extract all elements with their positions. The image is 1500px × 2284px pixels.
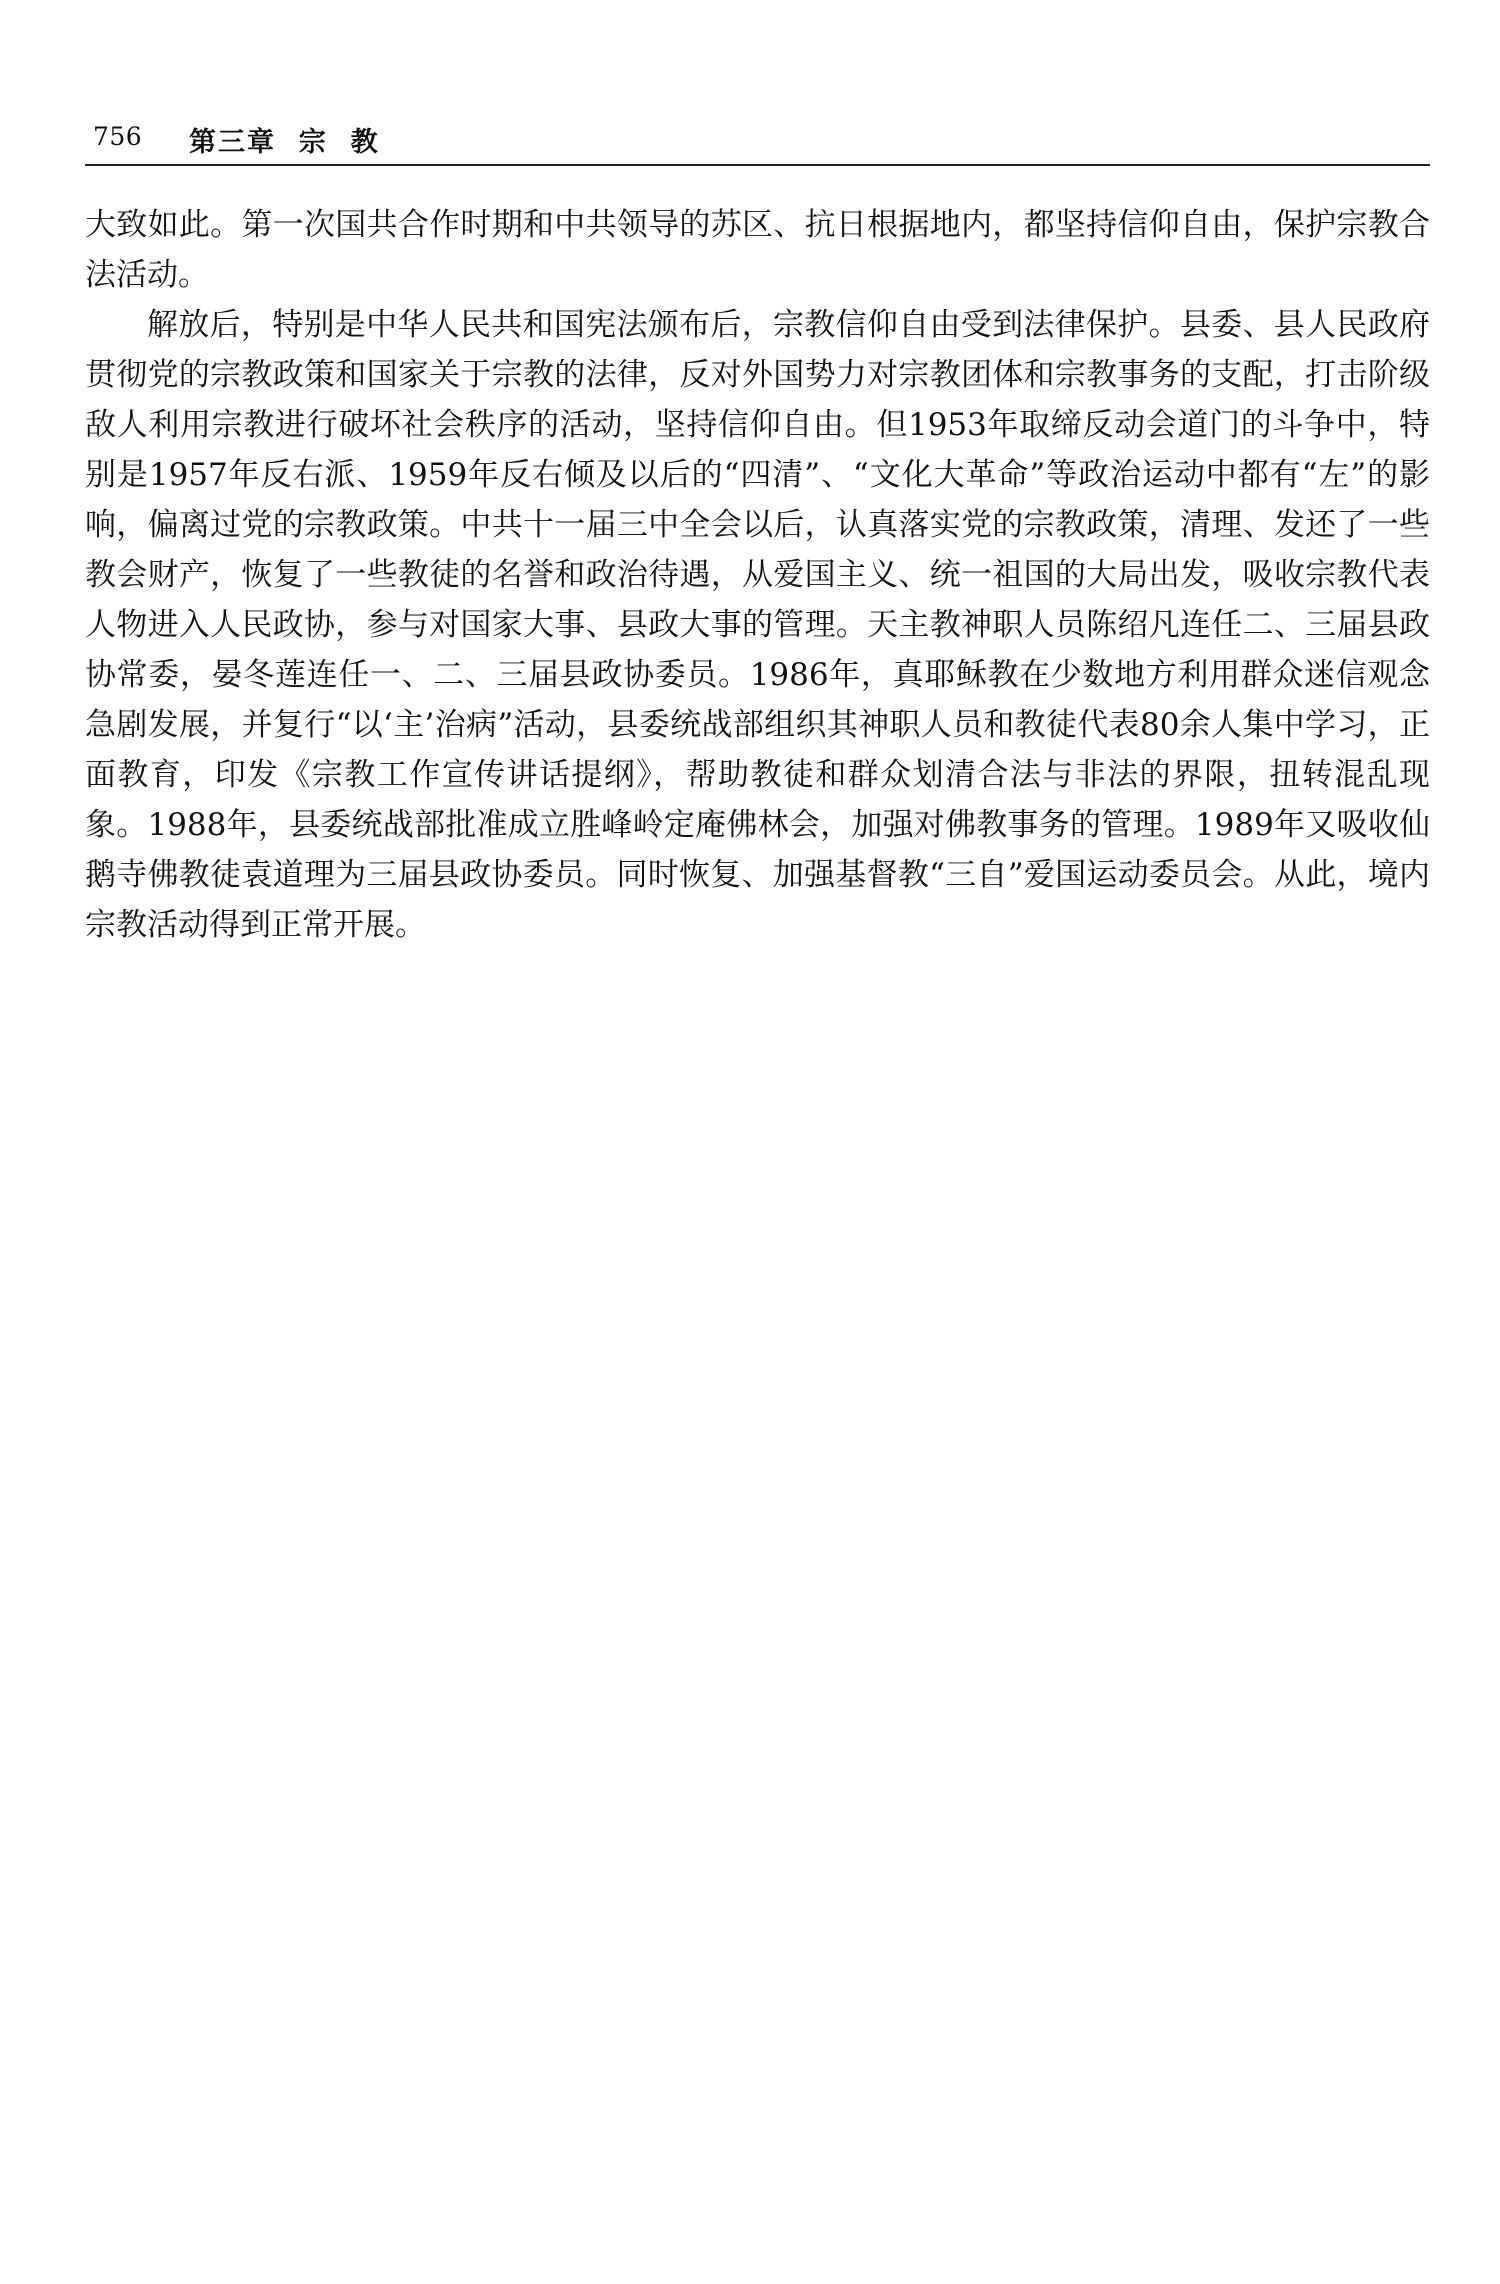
chapter-title: 第三章 宗 教	[189, 127, 380, 158]
page-number: 756	[93, 122, 143, 151]
paragraph-after-liberation: 解放后，特别是中华人民共和国宪法颁布后，宗教信仰自由受到法律保护。县委、县人民政府贯彻党的宗教政策和国家关于宗教的法律，反对外国势力对宗教团体和宗教事务的支配，打击阶级敌人利用宗教进行破坏社会秩序的活动，坚持信仰自由。但1953年取缔反动会道门的斗争中，特别是1957年反右派、1959年反右倾及以后的“四清”、“文化大革命”等政治运动中都有“左”的影响，偏离过党的宗教政策。中共十一届三中全会以后，认真落实党的宗教政策，清理、发还了一些教会财产，恢复了一些教徒的名誉和政治待遇，从爱国主义、统一祖国的大局出发，吸收宗教代表人物进入人民政协，参与对国家大事、县政大事的管理。天主教神职人员陈绍凡连任二、三届县政协常委，晏冬莲连任一、二、三届县政协委员。1986年，真耶稣教在少数地方利用群众迷信观念急剧发展，并复行“以‘主’治病”活动，县委统战部组织其神职人员和教徒代表80余人集中学习，正面教育，印发《宗教工作宣传讲话提纲》，帮助教徒和群众划清合法与非法的界限，扭转混乱现象。1988年，县委统战部批准成立胜峰岭定庵佛林会，加强对佛教事务的管理。1989年又吸收仙鹅寺佛教徒袁道理为三届县政协委员。同时恢复、加强基督教“三自”爱国运动委员会。从此，境内宗教活动得到正常开展。	[85, 307, 1430, 943]
paragraph-continuation: 大致如此。第一次国共合作时期和中共领导的苏区、抗日根据地内，都坚持信仰自由，保护宗教合法活动。	[85, 207, 1430, 293]
page-header	[85, 116, 1430, 166]
body-text	[85, 200, 1430, 950]
